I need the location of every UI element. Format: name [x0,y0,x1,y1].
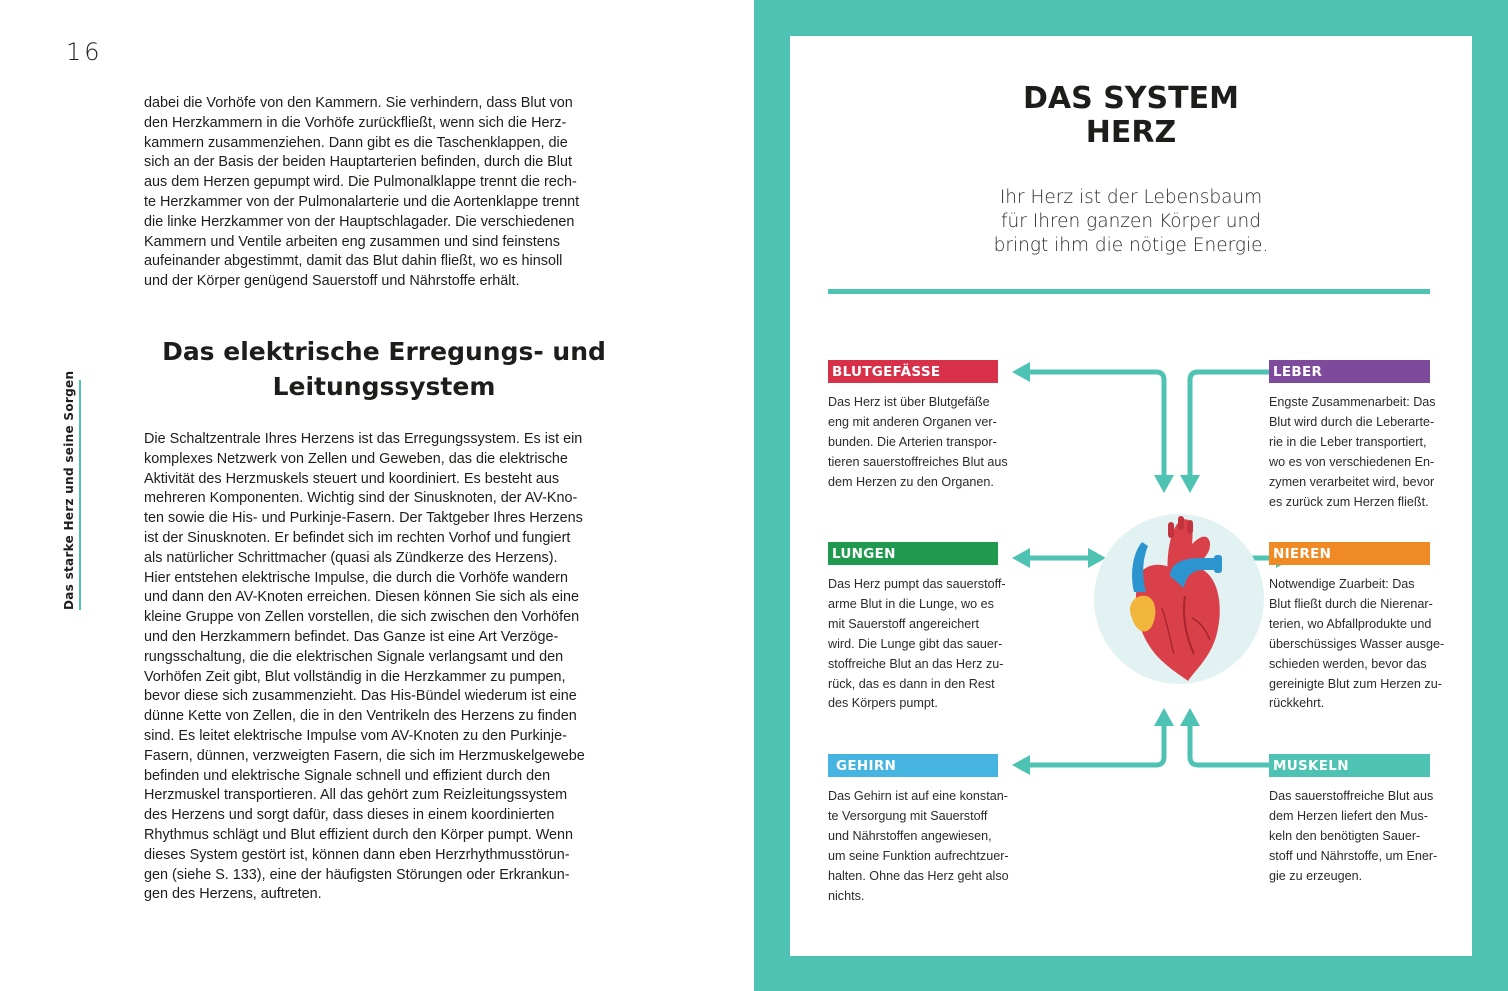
arrowhead-up-icon [1180,708,1200,726]
text-line: Engste Zusammenarbeit: Das [1269,395,1436,409]
text-line: gen (siehe S. 133), eine der häufigsten Störungen oder Erkrankun- [144,866,570,883]
label-lungen: LUNGEN [828,542,998,565]
text-line: überschüssiges Wasser ausge- [1269,636,1445,651]
text-line: dünne Kette von Zellen, die in den Ventrikeln des Herzens zu finden [144,708,577,725]
text-line: Das sauerstoffreiche Blut aus [1269,789,1434,803]
text-line: eng mit anderen Organen ver- [828,414,997,429]
text-line: dieses System gestört ist, können dann eben Herzrhythmusstörun- [144,846,570,863]
artery-branch [1178,516,1184,530]
text-line: terien, wo Abfallprodukte und [1269,616,1432,631]
text-line: stoffreiche Blut an das Herz zu- [828,656,1004,671]
text-line: Blut wird durch die Leberarte- [1269,414,1435,429]
arrow-leber [1190,372,1278,476]
text-line: wo es von verschiedenen En- [1269,454,1435,469]
text-nieren [1269,575,1447,714]
artery-branch [1187,520,1193,534]
text-line: dem Herzen liefert den Mus- [1269,808,1428,823]
text-line: dem Herzen zu den Organen. [828,474,994,489]
text-line: des Körpers pumpt. [828,696,938,711]
page-number: 16 [66,38,103,66]
section-heading [144,334,624,404]
text-line: schieden werden, bevor das [1269,656,1427,671]
arrowhead-down-icon [1180,475,1200,493]
text-line: sich an der Basis der beiden Hauptarterien befinden, durch die Blut [144,154,572,171]
text-line: aus dem Herzen gepumpt wird. Die Pulmonalklappe trennt die rech- [144,174,577,191]
text-line: halten. Ohne das Herz geht also [828,868,1009,883]
text-line: Das Herz ist über Blutgefäße [828,395,990,409]
text-line: und dann den AV-Knoten erreichen. Diesen können Sie sich als eine [144,589,579,606]
text-line: Aktivität des Herzmuskels steuert und koordiniert. Es besteht aus [144,470,560,487]
text-line: gen des Herzens, auftreten. [144,886,322,903]
text-line: bevor diese sich zusammenzieht. Das His-Bündel wiederum ist eine [144,688,577,705]
text-line: dabei die Vorhöfe von den Kammern. Sie verhindern, dass Blut von [144,95,573,111]
arrow-muskeln [1190,725,1278,765]
intro-line: für Ihren ganzen Körper und [1001,211,1261,232]
text-line: rückkehrt. [1269,696,1325,711]
text-line: und Nährstoffen angewiesen, [828,828,992,843]
paragraph-valves [144,94,624,292]
heart-illustration [1094,514,1264,684]
text-muskeln [1269,787,1447,887]
arrowhead-left-icon [1012,548,1030,568]
text-line: keln den benötigten Sauer- [1269,828,1421,843]
arrowhead-left-icon [1012,755,1030,775]
text-line: kammern zusammenziehen. Dann gibt es die Taschenklappen, die [144,134,568,151]
paragraph-conduction-system [144,430,624,905]
text-line: sind. Es leitet elektrische Impulse vom AV-Knoten zu den Purkinje- [144,727,567,744]
text-line: rungsschaltung, die die elektrischen Signale verlangsamt und den [144,648,564,665]
artery-branch [1168,522,1174,538]
heading-line: Leitungssystem [272,372,496,401]
text-line: des Herzens und sorgt dafür, dass dieses in einem koordinierten [144,807,555,824]
text-gehirn [828,787,1009,906]
text-blutgefaesse [828,393,1006,493]
text-leber [1269,393,1447,512]
text-line: als natürlicher Schrittmacher (quasi als Zündkerze des Herzens). [144,549,558,566]
text-line: arme Blut in die Lunge, wo es [828,596,994,611]
text-line: Herzmuskel transportieren. All das gehört zum Reizleitungssystem [144,787,568,804]
text-line: bunden. Die Arterien transpor- [828,434,997,449]
vessel-stub [1214,555,1222,573]
text-line: gie zu erzeugen. [1269,868,1363,883]
text-line: Rhythmus schlägt und Blut effizient durch den Körper pumpt. Wenn [144,826,574,843]
text-line: Kammern und Ventile arbeiten eng zusammen und sind feinstens [144,233,560,250]
text-line: aufeinander abgestimmt, damit das Blut dahin fließt, wo es hinsoll [144,253,563,270]
text-line: Fasern, dünnen, verzweigten Fasern, die sich im Herzmuskelgewebe [144,747,585,764]
text-line: te Versorgung mit Sauerstoff [828,808,988,823]
text-line: Notwendige Zuarbeit: Das [1269,577,1415,591]
text-line: mit Sauerstoff angereichert [828,616,979,631]
arrowhead-down-icon [1154,475,1174,493]
label-muskeln: MUSKELN [1269,754,1430,777]
text-line: ten sowie die His- und Purkinje-Fasern. Der Taktgeber Ihres Herzens [144,510,583,527]
arrow-gehirn [1028,725,1164,765]
text-line: te Herzkammer von der Pulmonalarterie und die Aortenklappe trennt [144,193,580,210]
intro-line: bringt ihm die nötige Energie. [993,235,1269,256]
text-line: es zurück zum Herzen fließt. [1269,494,1429,509]
heading-line: Das elektrische Erregungs- und [162,337,606,366]
label-blutgefaesse: BLUTGEFÄSSE [828,360,998,383]
text-line: befinden und elektrische Signale schnell und effizient durch den [144,767,551,784]
title-line: HERZ [1085,115,1177,150]
text-line: mehreren Komponenten. Wichtig sind der Sinusknoten, der AV-Kno- [144,490,578,507]
text-line: tieren sauerstoffreiches Blut aus [828,454,1008,469]
text-line: und den Herzkammern befindet. Das Ganze ist eine Art Verzöge- [144,628,559,645]
text-line: rück, das es dann in den Rest [828,676,995,691]
text-line: Die Schaltzentrale Ihres Herzens ist das Erregungssystem. Es ist ein [144,431,583,447]
text-lungen [828,575,1006,714]
text-line: Vorhöfen Zeit gibt, Blut vollständig in die Herzkammer zu pumpen, [144,668,566,685]
text-line: wird. Die Lunge gibt das sauer- [828,636,1003,651]
label-leber: LEBER [1269,360,1430,383]
right-page [754,0,1508,991]
text-line: Blut fließt durch die Nierenar- [1269,596,1433,611]
text-line: ist der Sinusknoten. Er befindet sich im rechten Vorhof und fungiert [144,529,571,546]
arrowhead-left-icon [1012,362,1030,382]
text-line: nichts. [828,888,865,903]
arrow-blutgefaesse [1028,372,1164,476]
text-line: stoff und Nährstoffe, um Ener- [1269,848,1438,863]
text-line: die linke Herzkammer von der Hauptschlagader. Die verschiedenen [144,213,575,230]
title-line: DAS SYSTEM [1023,81,1239,116]
text-line: Das Gehirn ist auf eine konstan- [828,789,1008,803]
text-line: Hier entstehen elektrische Impulse, die durch die Vorhöfe wandern [144,569,568,586]
text-line: Das Herz pumpt das sauerstoff- [828,577,1006,591]
text-line: um seine Funktion aufrechtzuer- [828,848,1009,863]
text-line: rie in die Leber transportiert, [1269,434,1427,449]
text-line: zymen verarbeitet wird, bevor [1269,474,1435,489]
text-line: komplexes Netzwerk von Zellen und Geweben, das die elektrische [144,450,568,467]
intro-line: Ihr Herz ist der Lebensbaum [999,187,1263,208]
running-header-vertical: Das starke Herz und seine Sorgen [62,380,81,610]
label-nieren: NIEREN [1269,542,1430,565]
text-line: den Herzkammern in die Vorhöfe zurückfließt, wenn sich die Herz- [144,114,567,131]
infographic-panel [790,36,1472,956]
text-line: und der Körper genügend Sauerstoff und Nährstoffe erhält. [144,273,520,290]
arrowhead-up-icon [1154,708,1174,726]
text-line: kleine Gruppe von Zellen vorstellen, die sich zwischen den Vorhöfen [144,609,580,626]
text-line: gereinigte Blut zum Herzen zu- [1269,676,1442,691]
label-gehirn: GEHIRN [828,754,998,777]
